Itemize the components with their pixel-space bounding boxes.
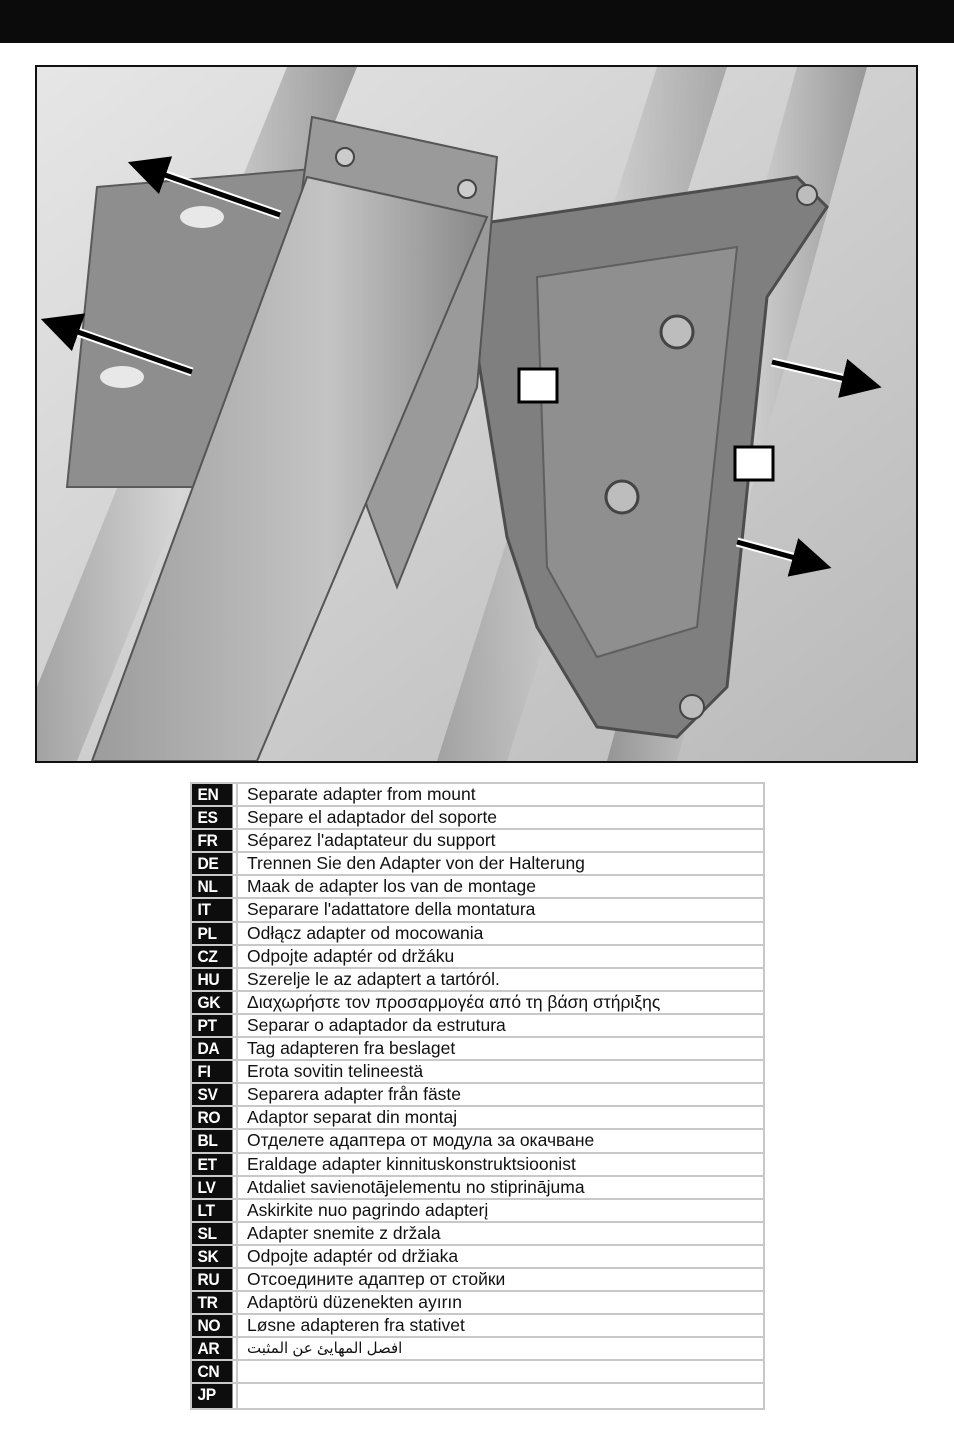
- instruction-photo: [35, 65, 918, 763]
- instruction-row: [192, 923, 763, 946]
- instruction-row: [192, 1338, 763, 1361]
- screw: [606, 481, 638, 513]
- language-code: ET: [192, 1154, 232, 1175]
- instruction-text: Adaptor separat din montaj: [236, 1107, 763, 1128]
- instruction-text: Adapter snemite z držala: [236, 1223, 763, 1244]
- instruction-text: Отсоедините адаптер от стойки: [236, 1269, 763, 1290]
- screw: [661, 316, 693, 348]
- language-code: BL: [192, 1130, 232, 1151]
- language-code: DE: [192, 853, 232, 874]
- instruction-text: [236, 1384, 763, 1407]
- instruction-text: Separera adapter från fäste: [236, 1084, 763, 1105]
- instruction-row: [192, 784, 763, 807]
- callout-box: [735, 447, 773, 480]
- instruction-row: [192, 899, 763, 922]
- instruction-text: Διαχωρήστε τον προσαρμογέα από τη βάση στήριξης: [236, 992, 763, 1013]
- instruction-text: Odpojte adaptér od držiaka: [236, 1246, 763, 1267]
- instruction-text: Trennen Sie den Adapter von der Halterung: [236, 853, 763, 874]
- instruction-row: [192, 876, 763, 899]
- instruction-row: [192, 1246, 763, 1269]
- instruction-text: Séparez l'adaptateur du support: [236, 830, 763, 851]
- instruction-table: [190, 782, 765, 1410]
- bracket-slot: [100, 366, 144, 388]
- instruction-row: [192, 1084, 763, 1107]
- language-code: RO: [192, 1107, 232, 1128]
- mount-photo-illustration: [37, 67, 916, 761]
- instruction-row: [192, 1223, 763, 1246]
- language-code: PL: [192, 923, 232, 944]
- language-code: FR: [192, 830, 232, 851]
- screw: [336, 148, 354, 166]
- language-code: JP: [192, 1384, 232, 1407]
- instruction-text: Adaptörü düzenekten ayırın: [236, 1292, 763, 1313]
- instruction-text: Erota sovitin telineestä: [236, 1061, 763, 1082]
- instruction-text: Maak de adapter los van de montage: [236, 876, 763, 897]
- instruction-row: [192, 1315, 763, 1338]
- language-code: SK: [192, 1246, 232, 1267]
- instruction-text: افصل المهايئ عن المثبت: [236, 1338, 763, 1359]
- language-code: DA: [192, 1038, 232, 1059]
- instruction-text: Separare l'adattatore della montatura: [236, 899, 763, 920]
- instruction-row: [192, 1177, 763, 1200]
- language-code: SL: [192, 1223, 232, 1244]
- bracket-slot: [180, 206, 224, 228]
- screw: [797, 185, 817, 205]
- instruction-row: [192, 1200, 763, 1223]
- language-code: IT: [192, 899, 232, 920]
- instruction-text: Separate adapter from mount: [236, 784, 763, 805]
- instruction-row: [192, 1269, 763, 1292]
- language-code: TR: [192, 1292, 232, 1313]
- language-code: NO: [192, 1315, 232, 1336]
- language-code: SV: [192, 1084, 232, 1105]
- instruction-text: Odpojte adaptér od držáku: [236, 946, 763, 967]
- language-code: AR: [192, 1338, 232, 1359]
- language-code: RU: [192, 1269, 232, 1290]
- instruction-row: [192, 1292, 763, 1315]
- screw: [680, 695, 704, 719]
- instruction-row: [192, 830, 763, 853]
- language-code: PT: [192, 1015, 232, 1036]
- language-code: FI: [192, 1061, 232, 1082]
- instruction-text: Отделете адаптера от модула за окачване: [236, 1130, 763, 1151]
- instruction-row: [192, 969, 763, 992]
- instruction-row: [192, 1384, 763, 1407]
- instruction-row: [192, 1107, 763, 1130]
- instruction-row: [192, 1154, 763, 1177]
- instruction-text: [236, 1361, 763, 1382]
- instruction-text: Løsne adapteren fra stativet: [236, 1315, 763, 1336]
- language-code: NL: [192, 876, 232, 897]
- instruction-row: [192, 1361, 763, 1384]
- instruction-text: Separe el adaptador del soporte: [236, 807, 763, 828]
- instruction-text: Atdaliet savienotājelementu no stiprinājuma: [236, 1177, 763, 1198]
- instruction-row: [192, 992, 763, 1015]
- instruction-row: [192, 807, 763, 830]
- language-code: CZ: [192, 946, 232, 967]
- header-bar: [0, 0, 954, 43]
- language-code: ES: [192, 807, 232, 828]
- instruction-text: Odłącz adapter od mocowania: [236, 923, 763, 944]
- instruction-text: Eraldage adapter kinnituskonstruktsioonist: [236, 1154, 763, 1175]
- instruction-row: [192, 1015, 763, 1038]
- language-code: LV: [192, 1177, 232, 1198]
- language-code: EN: [192, 784, 232, 805]
- language-code: GK: [192, 992, 232, 1013]
- instruction-row: [192, 1130, 763, 1153]
- language-code: LT: [192, 1200, 232, 1221]
- screw: [458, 180, 476, 198]
- instruction-text: Askirkite nuo pagrindo adapterį: [236, 1200, 763, 1221]
- instruction-row: [192, 1061, 763, 1084]
- instruction-row: [192, 946, 763, 969]
- callout-box: [519, 369, 557, 402]
- instruction-row: [192, 1038, 763, 1061]
- instruction-row: [192, 853, 763, 876]
- instruction-text: Tag adapteren fra beslaget: [236, 1038, 763, 1059]
- instruction-text: Szerelje le az adaptert a tartóról.: [236, 969, 763, 990]
- instruction-text: Separar o adaptador da estrutura: [236, 1015, 763, 1036]
- language-code: HU: [192, 969, 232, 990]
- language-code: CN: [192, 1361, 232, 1382]
